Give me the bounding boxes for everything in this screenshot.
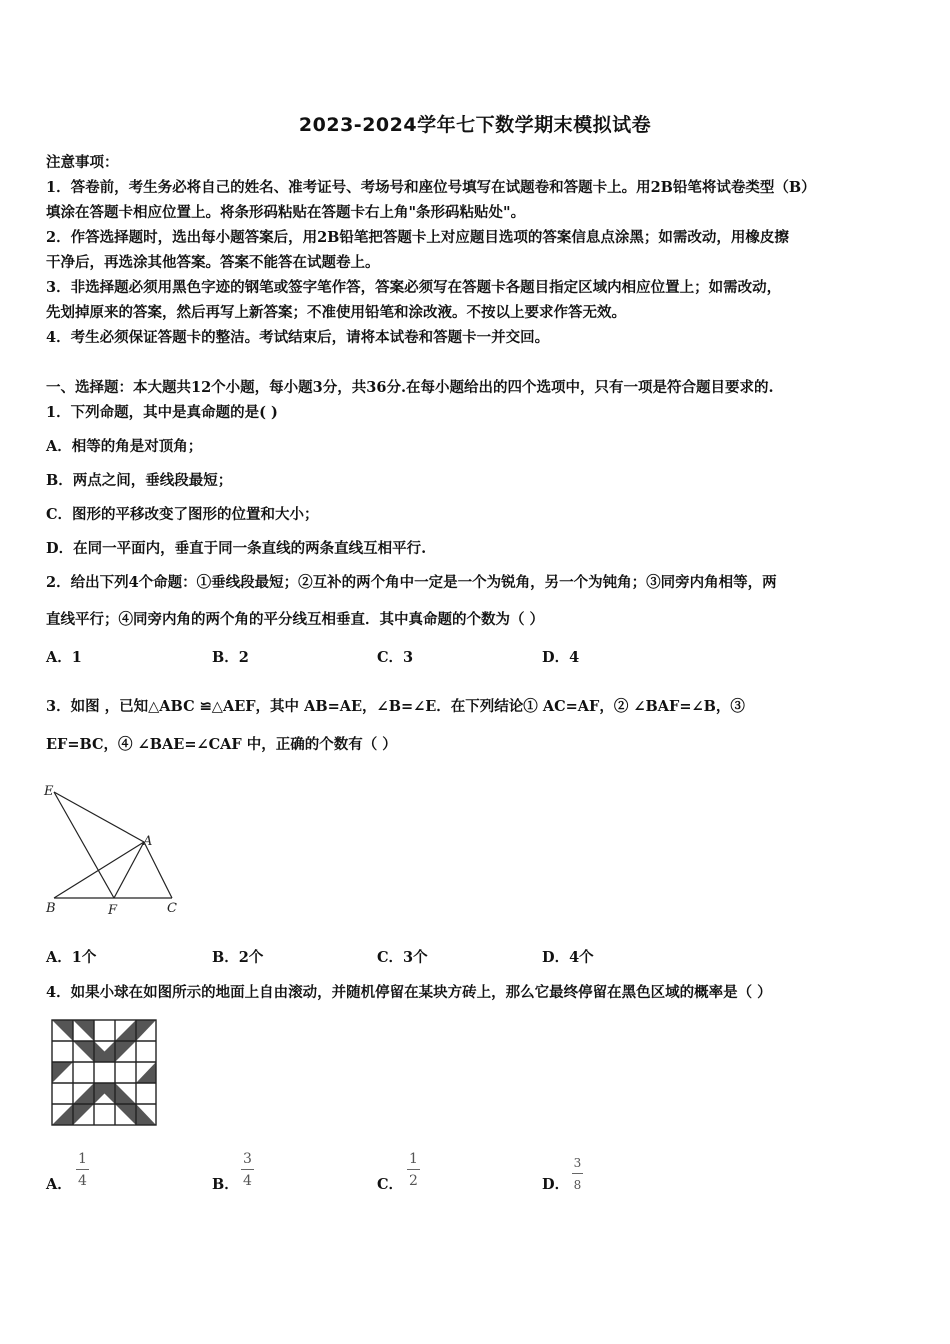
notice-line: 1．答卷前，考生务必将自己的姓名、准考证号、考场号和座位号填写在试题卷和答题卡上。用2B铅笔将试卷类型（B） <box>46 179 816 196</box>
question-2-option-d: D．4 <box>542 649 580 666</box>
notice-line: 4．考生必须保证答题卡的整洁。考试结束后，请将本试卷和答题卡一并交回。 <box>46 329 550 346</box>
question-4-option-d-letter: D． <box>542 1176 570 1193</box>
segment-ef <box>54 792 114 898</box>
question-3-stem-line2: EF=BC，④ ∠BAE=∠CAF 中，正确的个数有（ ） <box>46 736 397 753</box>
fraction-denominator: 4 <box>243 1173 252 1189</box>
tile-shade <box>73 1104 94 1125</box>
question-2-option-a: A．1 <box>46 649 82 666</box>
segment-fa <box>114 842 144 898</box>
label-a: A <box>143 834 153 849</box>
question-3-option-c: C．3个 <box>377 949 428 966</box>
fraction-numerator: 1 <box>409 1151 418 1167</box>
segment-ac <box>144 842 172 898</box>
question-2-option-c: C．3 <box>377 649 414 666</box>
question-2-stem-line2: 直线平行；④同旁内角的两个角的平分线互相垂直．其中真命题的个数为（ ） <box>46 611 545 628</box>
fraction-bar <box>76 1169 89 1170</box>
tile-shade <box>115 1041 136 1062</box>
segment-ba <box>54 842 144 898</box>
fraction-denominator: 8 <box>573 1178 582 1192</box>
tile-shade <box>73 1083 94 1104</box>
tile-shade <box>73 1041 94 1062</box>
label-c: C <box>167 901 177 916</box>
tile-grid-figure <box>50 1018 158 1128</box>
fraction-bar <box>572 1173 583 1174</box>
question-3-stem-line1: 3．如图 ，已知△ABC ≌△AEF，其中 AB=AE，∠B=∠E．在下列结论① AC=AF，② ∠BAF=∠B，③ <box>46 698 745 715</box>
tile-shade <box>115 1083 136 1104</box>
label-b: B <box>46 901 56 916</box>
notice-heading: 注意事项： <box>46 154 119 171</box>
notice-line: 干净后，再选涂其他答案。答案不能答在试题卷上。 <box>46 254 380 271</box>
notice-line: 3．非选择题必须用黑色字迹的钢笔或签字笔作答，答案必须写在答题卡各题目指定区域内相应位置上；如需改动， <box>46 279 782 296</box>
question-2-option-b: B．2 <box>212 649 249 666</box>
fraction-numerator: 1 <box>78 1151 87 1167</box>
question-3-option-d: D．4个 <box>542 949 594 966</box>
tile-shade <box>115 1104 136 1125</box>
notice-line: 先划掉原来的答案，然后再写上新答案；不准使用铅笔和涂改液。不按以上要求作答无效。 <box>46 304 626 321</box>
fraction-denominator: 2 <box>409 1173 418 1189</box>
question-3-option-a: A．1个 <box>46 949 97 966</box>
question-1-option-a: A．相等的角是对顶角； <box>46 438 203 455</box>
fraction-numerator: 3 <box>243 1151 252 1167</box>
fraction-denominator: 4 <box>78 1173 87 1189</box>
tile-shade <box>52 1062 73 1083</box>
question-1-option-c: C．图形的平移改变了图形的位置和大小； <box>46 506 319 523</box>
tile-shade <box>136 1062 156 1083</box>
label-f: F <box>108 903 118 918</box>
triangle-figure <box>40 778 190 918</box>
question-4-option-a-fraction <box>76 1150 89 1190</box>
tile-shade <box>52 1104 73 1125</box>
question-1-stem: 1．下列命题，其中是真命题的是( ) <box>46 404 278 421</box>
question-4-option-c-fraction <box>407 1150 420 1190</box>
question-4-stem: 4．如果小球在如图所示的地面上自由滚动，并随机停留在某块方砖上，那么它最终停留在黑色区域的概率是（ ） <box>46 984 772 1001</box>
tile-shade <box>52 1020 73 1041</box>
question-4-option-a-letter: A． <box>46 1176 72 1193</box>
tile-shade <box>115 1020 136 1041</box>
question-2-stem-line1: 2．给出下列4个命题：①垂线段最短；②互补的两个角中一定是一个为锐角，另一个为钝角；③同旁内角相等，两 <box>46 574 777 591</box>
notice-line: 2．作答选择题时，选出每小题答案后，用2B铅笔把答题卡上对应题目选项的答案信息点涂黑；如需改动，用橡皮擦 <box>46 229 789 246</box>
notice-line: 填涂在答题卡相应位置上。将条形码粘贴在答题卡右上角"条形码粘贴处"。 <box>46 204 526 221</box>
section-heading: 一、选择题：本大题共12个小题，每小题3分，共36分.在每小题给出的四个选项中，只有一项是符合题目要求的. <box>46 379 774 396</box>
question-4-option-c-letter: C． <box>377 1176 404 1193</box>
tile-shade <box>73 1020 94 1041</box>
fraction-bar <box>407 1169 420 1170</box>
tile-shade <box>136 1104 156 1125</box>
question-4-option-b-fraction <box>241 1150 254 1190</box>
fraction-numerator: 3 <box>573 1156 582 1170</box>
tile-shade <box>136 1020 156 1041</box>
fraction-bar <box>241 1169 254 1170</box>
page-title: 2023-2024学年七下数学期末模拟试卷 <box>298 114 652 136</box>
question-3-option-b: B．2个 <box>212 949 264 966</box>
question-4-option-b-letter: B． <box>212 1176 239 1193</box>
question-1-option-b: B．两点之间，垂线段最短； <box>46 472 233 489</box>
label-e: E <box>44 784 54 799</box>
question-1-option-d: D．在同一平面内，垂直于同一条直线的两条直线互相平行. <box>46 540 427 557</box>
question-4-option-d-fraction <box>572 1154 583 1194</box>
